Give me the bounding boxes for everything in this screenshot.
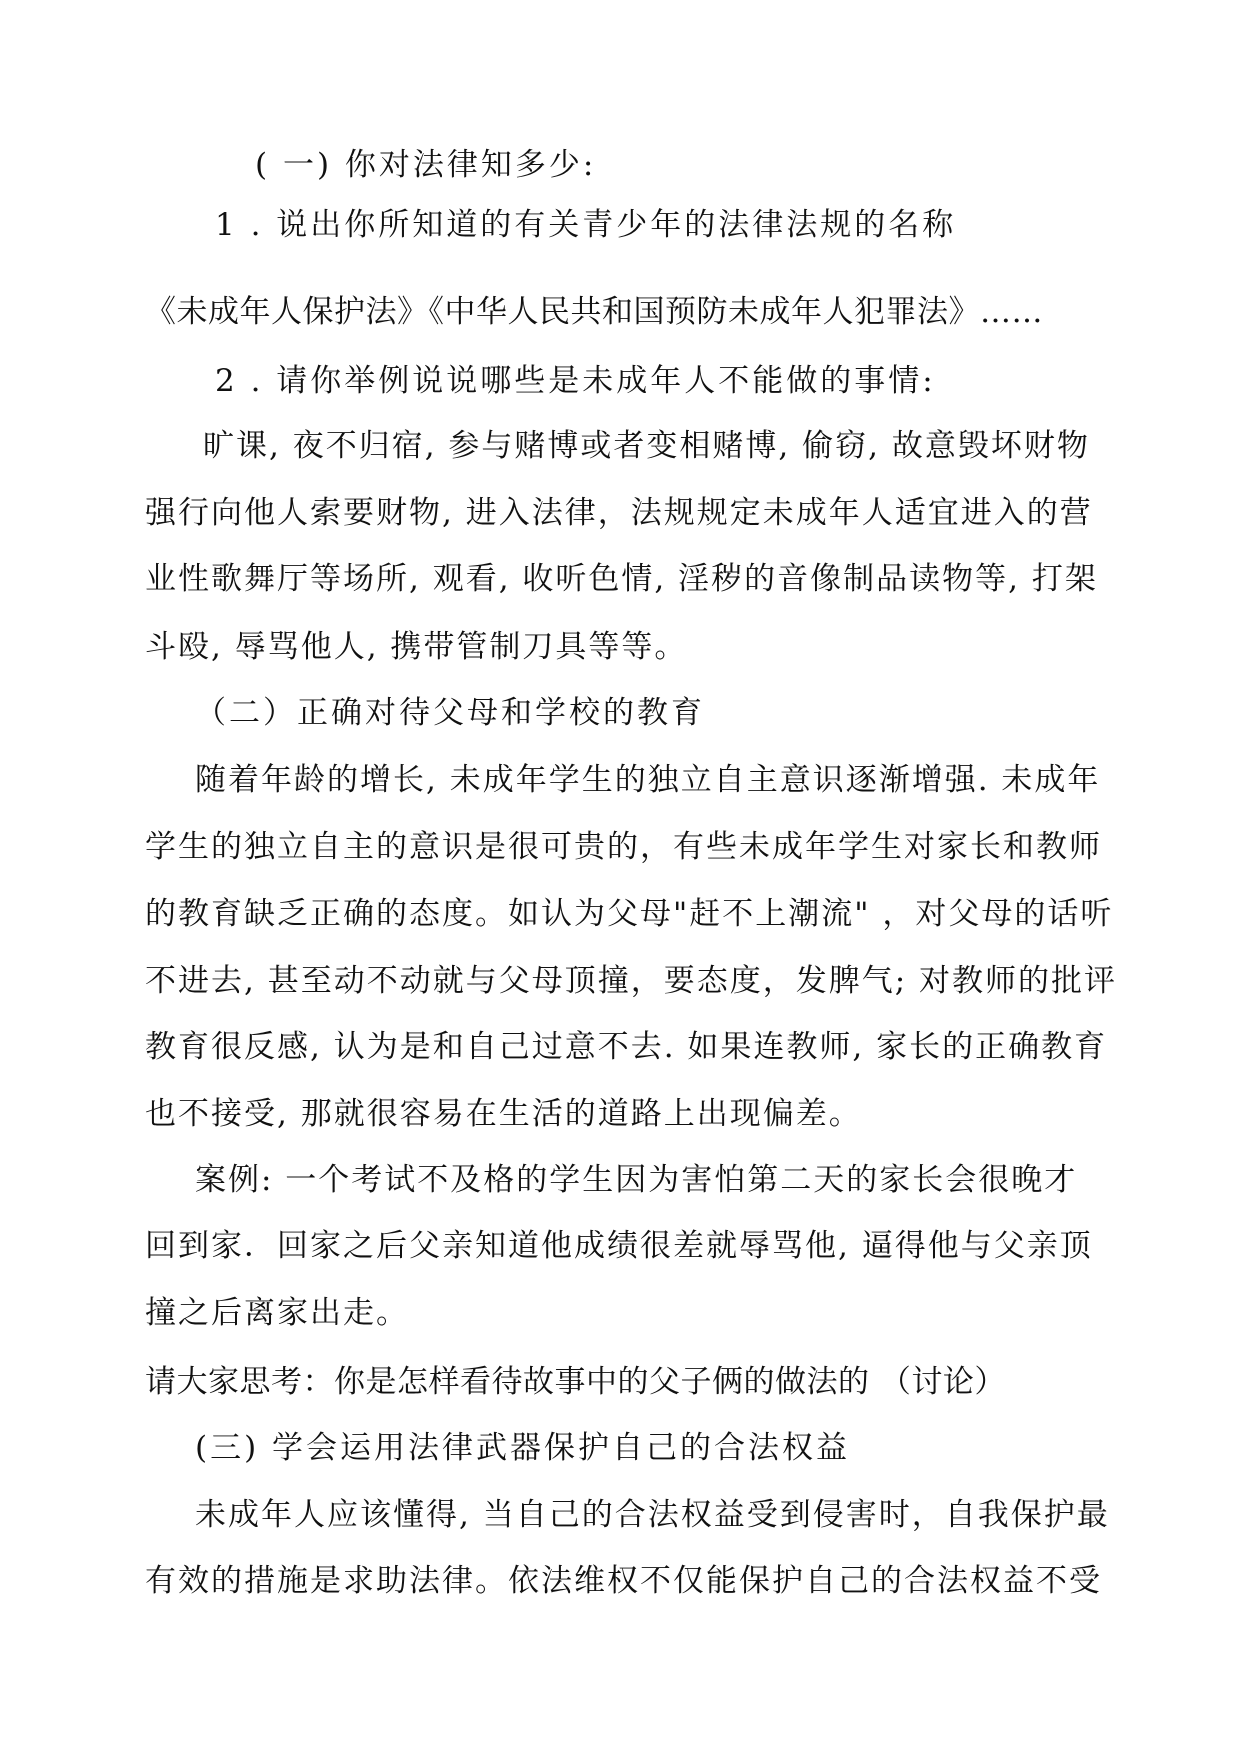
section2-body-line: 不进去, 甚至动不动就与父母顶撞，要态度，发脾气; 对教师的批评 — [145, 963, 1118, 999]
section1-item1-title: 1 . 说出你所知道的有关青少年的法律法规的名称 — [215, 207, 957, 243]
section2-body-line: 学生的独立自主的意识是很可贵的，有些未成年学生对家长和教师 — [145, 829, 1102, 865]
section1-item2-answer-line: 斗殴, 辱骂他人, 携带管制刀具等等。 — [145, 629, 688, 665]
section1-item2-title: 2 . 请你举例说说哪些是未成年人不能做的事情: — [215, 363, 936, 399]
section2-body-line: 教育很反感, 认为是和自己过意不去. 如果连教师, 家长的正确教育 — [145, 1029, 1108, 1065]
section2-body-line: 随着年龄的增长, 未成年学生的独立自主意识逐渐增强. 未成年 — [195, 762, 1101, 798]
section2-body-line: 也不接受, 那就很容易在生活的道路上出现偏差。 — [145, 1096, 862, 1132]
section3-body-line: 未成年人应该懂得, 当自己的合法权益受到侵害时，自我保护最 — [195, 1497, 1110, 1533]
section1-item2-answer-line: 强行向他人索要财物, 进入法律，法规规定未成年人适宜进入的营 — [145, 495, 1093, 531]
section1-heading: ( 一) 你对法律知多少: — [255, 147, 597, 183]
section1-item2-answer-line: 旷课, 夜不归宿, 参与赌博或者变相赌博, 偷窃, 故意毁坏财物 — [203, 428, 1090, 464]
section2-case-line: 回到家．回家之后父亲知道他成绩很差就辱骂他, 逼得他与父亲顶 — [145, 1228, 1093, 1264]
section2-case-line: 案例: 一个考试不及格的学生因为害怕第二天的家长会很晚才 — [195, 1162, 1078, 1198]
section2-case-line: 撞之后离家出走。 — [145, 1295, 409, 1331]
section3-heading: (三) 学会运用法律武器保护自己的合法权益 — [195, 1430, 851, 1466]
section2-heading: （二）正确对待父母和学校的教育 — [195, 695, 705, 731]
section2-discussion-question: 请大家思考：你是怎样看待故事中的父子俩的做法的 （讨论） — [145, 1364, 1006, 1400]
section3-body-line: 有效的措施是求助法律。依法维权不仅能保护自己的合法权益不受 — [145, 1563, 1102, 1599]
section1-item1-answer: 《未成年人保护法》《中华人民共和国预防未成年人犯罪法》…… — [145, 294, 1043, 330]
section2-body-line: 的教育缺乏正确的态度。如认为父母"赶不上潮流" ，对父母的话听 — [145, 896, 1114, 932]
section1-item2-answer-line: 业性歌舞厅等场所, 观看, 收听色情, 淫秽的音像制品读物等, 打架 — [145, 561, 1098, 597]
